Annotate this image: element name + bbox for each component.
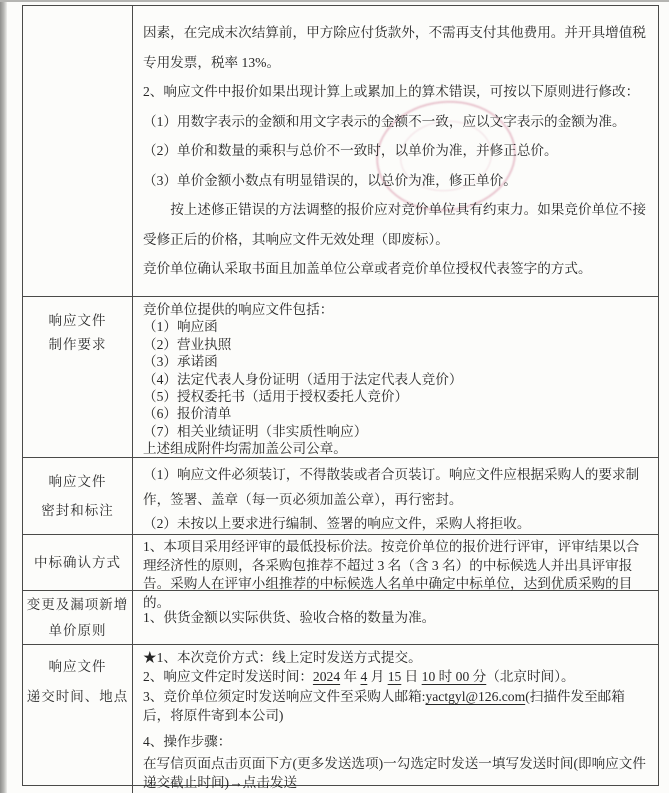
table-row-submission-time-place <box>23 644 658 793</box>
row-label-line: 制作要求 <box>48 337 107 352</box>
paragraph-bid-method: ★1、本次竞价方式：线上定时发送方式提交。 <box>143 650 422 665</box>
row-label-line: 响应文件 <box>48 659 107 674</box>
row-content-price-correction <box>133 6 658 296</box>
list-item: （3）承诺函 <box>143 354 218 370</box>
paragraph-email: 3、竞价单位须定时发送响应文件至采购人邮箱:yactgyl@126.com(扫描件发至邮箱后，将原件寄到本公司) <box>143 688 625 724</box>
row-label-line: 中标确认方式 <box>34 554 121 570</box>
paragraph: 上述组成附件均需加盖公司公章。 <box>143 441 347 457</box>
table-row-change-omission-pricing <box>23 590 658 644</box>
paragraph: 1、本项目采用经评审的最低投标价法。按竞价单位的报价进行评审，评审结果以合理经济性的原则，各采购包推荐不超过 3 名（含 3 名）的中标候选人并出具评审报告。采购人在评审小组推荐的中标候选人名单中确定中标单位，达到优质采购的目的。 <box>143 539 640 610</box>
list-item: （5）授权委托书（适用于授权委托人竞价） <box>143 389 409 405</box>
row-label-line: 递交时间、地点 <box>26 689 129 704</box>
table-row-sealing-marking <box>23 457 658 534</box>
list-item: （4）法定代表人身份证明（适用于法定代表人竞价） <box>143 371 463 387</box>
row-content-submission-time-place <box>133 645 658 793</box>
paragraph-steps-heading: 4、操作步骤： <box>143 733 232 749</box>
row-content-response-doc-requirements <box>133 297 658 457</box>
paragraph: （2）未按以上要求进行编制、签署的响应文件，采购人将拒收。 <box>143 516 531 531</box>
paragraph-steps-detail: 在写信页面点击页面下方(更多发送选项)一勾选定时发送一填写发送时间(即响应文件递交截止时间)→点击发送 <box>143 756 646 791</box>
paragraph: （1）响应文件必须装订，不得散装或者合页装订。响应文件应根据采购人的要求制作，签署、盖章（每一页必须加盖公章），再行密封。 <box>143 467 640 507</box>
paragraph: 1、供货金额以实际供货、验收合格的数量为准。 <box>143 609 436 625</box>
row-content-sealing-marking <box>133 458 658 534</box>
list-item: （1）响应函 <box>143 319 218 335</box>
paragraph: 竞价单位提供的响应文件包括： <box>143 302 334 317</box>
list-item: （2）营业执照 <box>143 336 232 352</box>
paragraph: （2）单价和数量的乘积与总价不一致时，以单价为准，并修正总价。 <box>143 143 558 158</box>
table-row-price-correction <box>23 6 658 296</box>
row-label-line: 密封和标注 <box>41 502 114 518</box>
row-content-award-confirmation <box>133 535 658 610</box>
list-item: （6）报价清单 <box>143 406 232 422</box>
row-label-change-omission-pricing <box>23 591 133 644</box>
scan-edge-left <box>0 0 7 793</box>
paragraph: 2、响应文件中报价如果出现计算上或累加上的算术错误，可按以下原则进行修改： <box>143 84 640 99</box>
paragraph: （1）用数字表示的金额和用文字表示的金额不一致，应以文字表示的金额为准。 <box>143 113 626 129</box>
bidding-terms-table <box>22 5 659 791</box>
row-label-line: 单价原则 <box>48 622 107 638</box>
row-label-response-doc-requirements <box>23 297 133 457</box>
paragraph: 因素，在完成末次结算前，甲方除应付货款外，不需再支付其他费用。并开具增值税专用发票，税率 13%。 <box>143 25 646 70</box>
row-label-line: 变更及漏项新增 <box>26 596 129 612</box>
paragraph: 按上述修正错误的方法调整的报价应对竞价单位具有约束力。如果竞价单位不接受修正后的价格，其响应文件无效处理（即废标）。 <box>143 202 646 247</box>
row-label-sealing-marking <box>23 458 133 534</box>
scan-edge-top <box>0 0 669 2</box>
row-label-cell-empty <box>23 6 133 296</box>
row-label-line: 响应文件 <box>48 473 107 489</box>
list-item: （7）相关业绩证明（非实质性响应） <box>143 423 368 439</box>
row-label-line: 响应文件 <box>48 313 107 328</box>
paragraph: 竞价单位确认采取书面且加盖单位公章或者竞价单位授权代表签字的方式。 <box>143 261 592 276</box>
paragraph: （3）单价金额小数点有明显错误的，以总价为准，修正单价。 <box>143 172 517 188</box>
paragraph-send-time: 2、响应文件定时发送时间：2024 年 4 月 15 日 10 时 00 分（北京时间）。 <box>143 669 575 685</box>
table-row-response-doc-requirements <box>23 296 658 457</box>
row-label-submission-time-place <box>23 645 133 793</box>
row-label-award-confirmation <box>23 535 133 590</box>
row-content-change-omission-pricing <box>133 591 658 644</box>
